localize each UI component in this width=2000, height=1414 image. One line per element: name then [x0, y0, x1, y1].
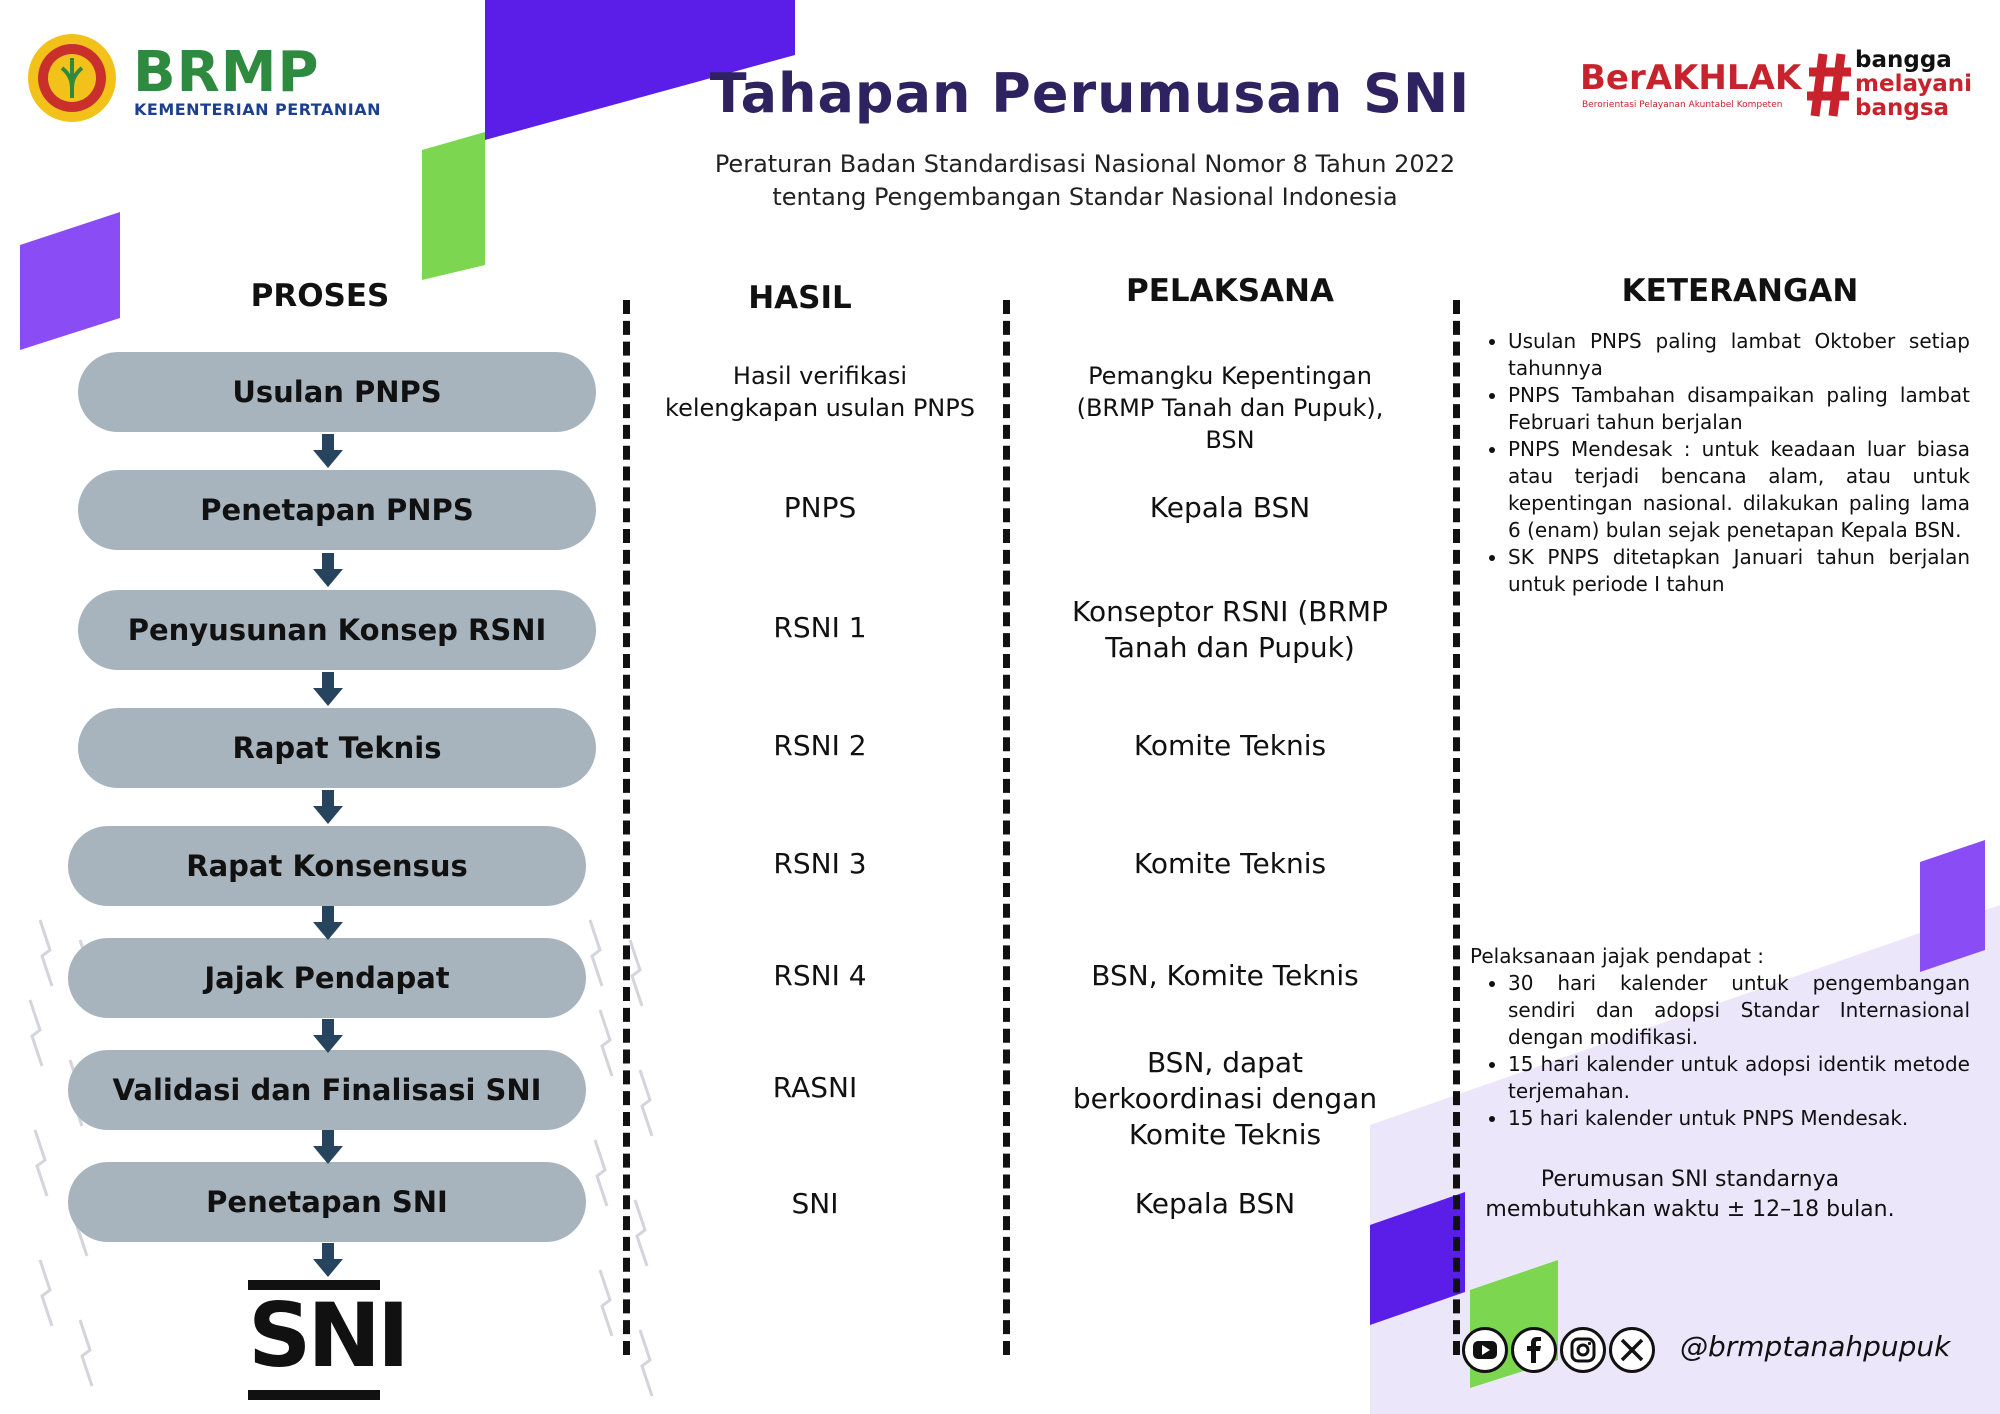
berakhlak-tagline: Berorientasi Pelayanan Akuntabel Kompeten	[1582, 100, 1783, 110]
keterangan-jajak-notes	[1470, 970, 1970, 1132]
facebook-icon[interactable]	[1511, 1327, 1557, 1373]
list-item: • SK PNPS ditetapkan Januari tahun berjalan untuk periode I tahun	[1508, 544, 1970, 598]
hasil-rsni-3: RSNI 3	[773, 847, 867, 880]
bangga-melayani-bangsa	[1855, 48, 1972, 120]
subtitle-line-1: Peraturan Badan Standardisasi Nasional Nomor 8 Tahun 2022	[714, 150, 1456, 178]
social-handle[interactable]: @brmptanahpupuk	[1680, 1330, 1951, 1363]
pelaksana-penetapan-sni: Kepala BSN	[1134, 1187, 1296, 1220]
arrow-down-icon	[313, 553, 343, 587]
keterangan-pnps-notes	[1470, 328, 1970, 598]
pelaksana-line: (BRMP Tanah dan Pupuk),	[1076, 394, 1384, 422]
pelaksana-penetapan-pnps: Kepala BSN	[1149, 491, 1311, 524]
column-header-proses: PROSES	[250, 278, 390, 314]
hasil-line: kelengkapan usulan PNPS	[665, 394, 975, 422]
arrow-down-icon	[313, 672, 343, 706]
process-step-penyusunan-konsep: Penyusunan Konsep RSNI	[78, 590, 596, 670]
sni-logo-text: SNI	[248, 1284, 406, 1387]
jajak-pendapat-intro: Pelaksanaan jajak pendapat :	[1470, 944, 1765, 968]
process-step-rapat-teknis: Rapat Teknis	[78, 708, 596, 788]
pelaksana-usulan-pnps	[1030, 360, 1430, 456]
arrow-down-icon	[313, 790, 343, 824]
pelaksana-rapat-teknis: Komite Teknis	[1133, 729, 1327, 762]
arrow-down-icon	[313, 1243, 343, 1277]
column-divider-2	[1003, 300, 1010, 1355]
list-item: • 30 hari kalender untuk pengembangan sendiri dan adopsi Standar Internasional dengan modifikasi.	[1508, 970, 1970, 1051]
process-step-validasi-finalisasi: Validasi dan Finalisasi SNI	[68, 1050, 586, 1130]
pelaksana-line: berkoordinasi dengan	[1072, 1082, 1378, 1115]
hasil-pnps: PNPS	[783, 491, 857, 524]
kementan-emblem-icon	[26, 32, 118, 124]
list-item: • 15 hari kalender untuk adopsi identik metode terjemahan.	[1508, 1051, 1970, 1105]
x-icon[interactable]	[1609, 1327, 1655, 1373]
page-title: Tahapan Perumusan SNI	[709, 62, 1471, 125]
pelaksana-line: Komite Teknis	[1128, 1118, 1322, 1151]
bangga-line-1: bangga	[1855, 47, 1952, 73]
arrow-down-icon	[313, 906, 343, 940]
column-divider-3	[1453, 300, 1460, 1355]
arrow-down-icon	[313, 1019, 343, 1053]
instagram-icon[interactable]	[1560, 1327, 1606, 1373]
process-step-penetapan-sni: Penetapan SNI	[68, 1162, 586, 1242]
violet-block-right	[1920, 840, 1985, 972]
hasil-rsni-2: RSNI 2	[773, 729, 867, 762]
youtube-icon[interactable]	[1462, 1327, 1508, 1373]
brmp-logo-text: BRMP	[133, 40, 320, 105]
pelaksana-validasi-finalisasi	[1025, 1045, 1425, 1153]
hasil-line: Hasil verifikasi	[732, 362, 908, 390]
pelaksana-line: Pemangku Kepentingan	[1088, 362, 1372, 390]
list-item: • Usulan PNPS paling lambat Oktober setiap tahunnya	[1508, 328, 1970, 382]
pelaksana-line: BSN	[1205, 426, 1255, 454]
summary-line-2: membutuhkan waktu ± 12–18 bulan.	[1485, 1197, 1895, 1222]
list-item: • PNPS Mendesak : untuk keadaan luar biasa atau terjadi bencana alam, atau untuk kepentingan nasional. dilakukan paling lama 6 (enam) bulan sejak penetapan Kepala BSN.	[1508, 436, 1970, 544]
subtitle-line-2: tentang Pengembangan Standar Nasional Indonesia	[772, 183, 1398, 211]
hasil-usulan-pnps	[640, 360, 1000, 424]
brmp-logo-subtitle: KEMENTERIAN PERTANIAN	[134, 100, 381, 119]
process-step-usulan-pnps: Usulan PNPS	[78, 352, 596, 432]
pelaksana-rapat-konsensus: Komite Teknis	[1133, 847, 1327, 880]
list-item: • PNPS Tambahan disampaikan paling lambat Februari tahun berjalan	[1508, 382, 1970, 436]
pelaksana-line: BSN, dapat	[1146, 1046, 1304, 1079]
process-step-penetapan-pnps: Penetapan PNPS	[78, 470, 596, 550]
process-step-rapat-konsensus: Rapat Konsensus	[68, 826, 586, 906]
summary-line-1: Perumusan SNI standarnya	[1540, 1167, 1840, 1192]
green-block-top	[422, 132, 485, 280]
arrow-down-icon	[313, 434, 343, 468]
pelaksana-jajak-pendapat: BSN, Komite Teknis	[1091, 959, 1359, 992]
summary-note	[1470, 1165, 1910, 1225]
arrow-down-icon	[313, 1130, 343, 1164]
bangga-line-3: bangsa	[1855, 95, 1950, 121]
bangga-line-2: melayani	[1855, 71, 1973, 97]
pelaksana-penyusunan-konsep	[1030, 594, 1430, 666]
column-header-hasil: HASIL	[748, 280, 852, 316]
hashtag-icon	[1805, 50, 1855, 120]
page-subtitle	[610, 148, 1560, 214]
hasil-sni: SNI	[791, 1187, 839, 1220]
list-item: • 15 hari kalender untuk PNPS Mendesak.	[1508, 1105, 1970, 1132]
hasil-rsni-4: RSNI 4	[773, 959, 867, 992]
column-header-pelaksana: PELAKSANA	[1126, 273, 1334, 309]
pelaksana-line: Tanah dan Pupuk)	[1105, 631, 1355, 664]
column-header-keterangan: KETERANGAN	[1621, 273, 1859, 309]
sni-logo	[248, 1280, 406, 1400]
process-step-jajak-pendapat: Jajak Pendapat	[68, 938, 586, 1018]
pelaksana-line: Konseptor RSNI (BRMP	[1072, 595, 1388, 628]
violet-block-left	[20, 212, 120, 350]
column-divider-1	[623, 300, 630, 1355]
berakhlak-logo: BerAKHLAK	[1580, 58, 1802, 98]
hasil-rasni: RASNI	[772, 1071, 858, 1104]
hasil-rsni-1: RSNI 1	[773, 611, 867, 644]
